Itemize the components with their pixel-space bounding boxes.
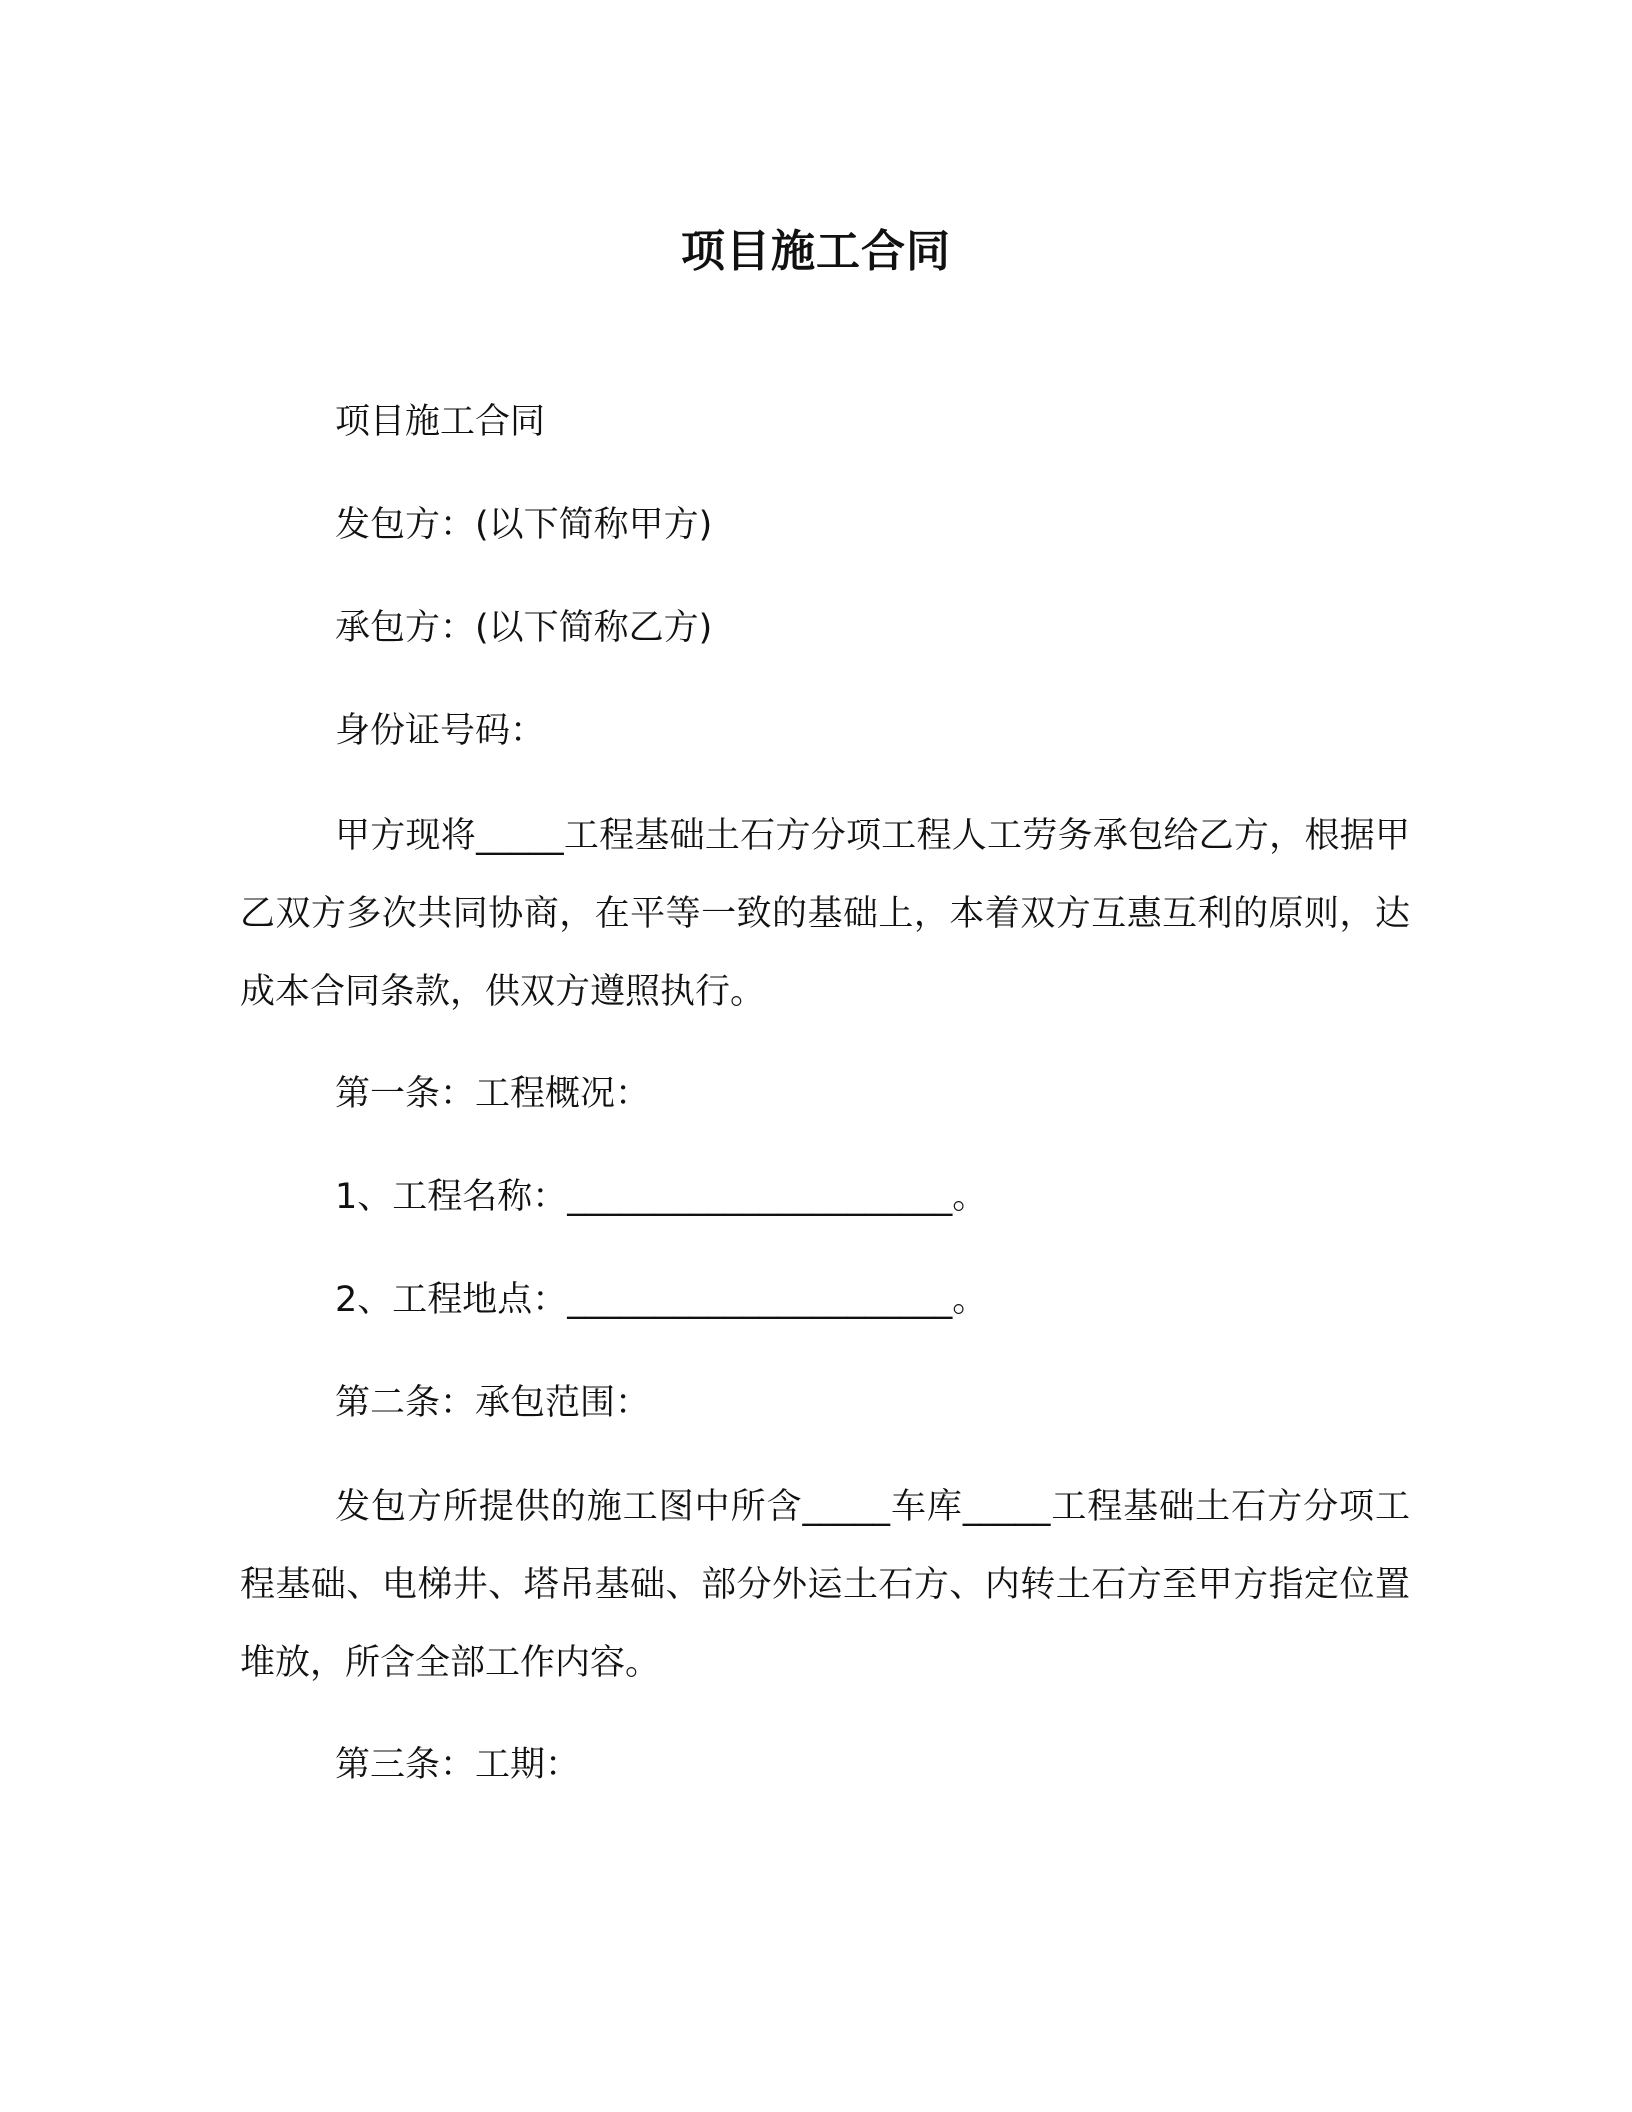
article-1-heading: 第一条：工程概况： xyxy=(335,1074,651,1114)
article-1-item-project-location: 2、工程地点：______________________。 xyxy=(335,1280,988,1320)
article-2-paragraph: 发包方所提供的施工图中所含_____车库_____工程基础土石方分项工程基础、电梯井、塔吊基础、部分外运土石方、内转土石方至甲方指定位置堆放，所含全部工作内容。 xyxy=(240,1487,1410,1683)
contract-name-line: 项目施工合同 xyxy=(335,402,546,442)
document-title: 项目施工合同 xyxy=(681,226,951,277)
party-b-line: 承包方：(以下简称乙方) xyxy=(335,608,713,648)
intro-paragraph: 甲方现将_____工程基础土石方分项工程人工劳务承包给乙方，根据甲乙双方多次共同协商，在平等一致的基础上，本着双方互惠互利的原则，达成本合同条款，供双方遵照执行。 xyxy=(240,816,1410,1012)
article-2-heading: 第二条：承包范围： xyxy=(335,1383,651,1423)
article-1-item-project-name: 1、工程名称：______________________。 xyxy=(335,1177,988,1217)
id-number-line: 身份证号码： xyxy=(335,711,546,751)
party-a-line: 发包方：(以下简称甲方) xyxy=(335,505,713,545)
article-3-heading: 第三条：工期： xyxy=(335,1745,581,1785)
